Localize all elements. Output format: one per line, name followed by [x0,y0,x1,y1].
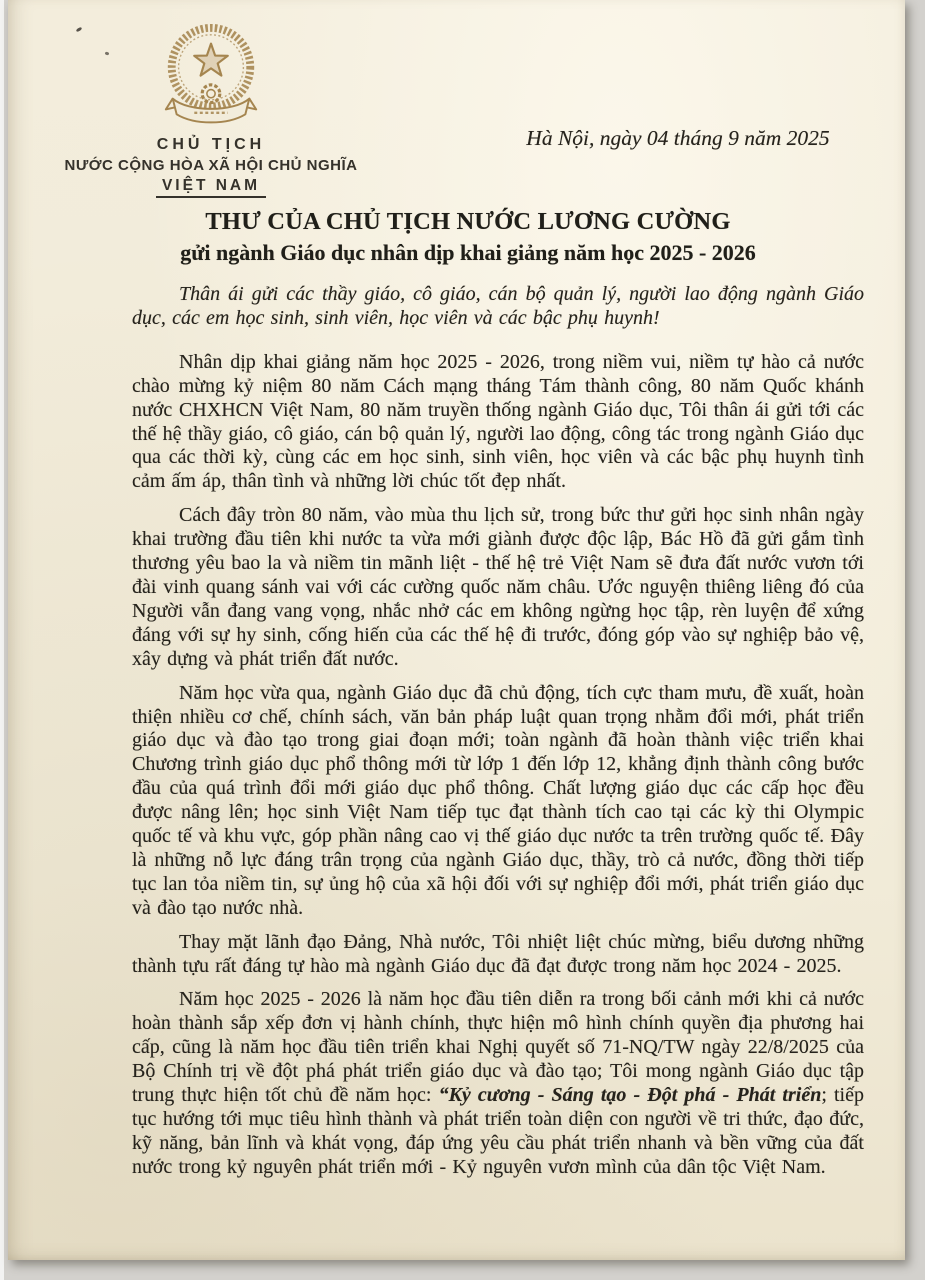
school-year-theme: “Kỷ cương - Sáng tạo - Đột phá - Phát triển [438,1084,822,1107]
letter-page [8,0,905,1260]
paragraph-history: Cách đây tròn 80 năm, vào mùa thu lịch sử, trong bức thư gửi học sinh nhân ngày khai trường đầu tiên khi nước ta vừa mới giành được độc lập, Bác Hồ đã gửi gắm tình thương yêu bao la và niềm tin mãnh liệt - thế hệ trẻ Việt Nam sẽ đưa đất nước vươn tới đài vinh quang sánh vai với các cường quốc năm châu. Ước nguyện thiêng liêng đó của Người vẫn đang vang vọng, nhắc nhở các em không ngừng học tập, rèn luyện để xứng đáng với sự hy sinh, cống hiến của các thế hệ đi trước, đóng góp vào sự nghiệp bảo vệ, xây dựng và phát triển đất nước. [132,504,864,670]
theme-suffix: ; tiếp tục hướng tới mục tiêu hình thành và phát triển toàn diện con người về tri thức, đạo đức, kỹ năng, bản lĩnh và khát vọng, đáp ứng yêu cầu phát triển nhanh và bền vững của đất nước trong kỷ nguyên phát triển mới - Kỷ nguyên vươn mình của dân tộc Việt Nam. [132,1084,864,1178]
letter-subtitle: gửi ngành Giáo dục nhân dịp khai giảng năm học 2025 - 2026 [180,240,756,265]
paragraph-opening: Nhân dịp khai giảng năm học 2025 - 2026, trong niềm vui, niềm tự hào cả nước chào mừng kỷ niệm 80 năm Cách mạng tháng Tám thành công, 80 năm Quốc khánh nước CHXHCN Việt Nam, 80 năm truyền thống ngành Giáo dục, Tôi thân ái gửi tới các thế hệ thầy giáo, cô giáo, cán bộ quản lý, người lao động, công tác trong ngành Giáo dục qua các thời kỳ, cùng các em học sinh, sinh viên, học viên và các bậc phụ huynh tình cảm ấm áp, thân tình và những lời chúc tốt đẹp nhất. [132,350,864,493]
issuer-block [20,20,402,198]
issuer-country-name: VIỆT NAM [156,177,266,198]
issuer-title: CHỦ TỊCH [156,136,266,153]
theme-prefix: Năm học 2025 - 2026 là năm học đầu tiên diễn ra trong bối cảnh mới khi cả nước hoàn thành sắp xếp đơn vị hành chính, thực hiện mô hình chính quyền địa phương hai cấp, cũng là năm học đầu tiên triển khai Nghị quyết số 71-NQ/TW ngày 22/8/2025 của Bộ Chính trị về đột phá phát triển giáo dục và đào tạo; Tôi mong ngành Giáo dục tập trung thực hiện tốt chủ đề năm học: [132,988,864,1107]
paragraph-congratulations: Thay mặt lãnh đạo Đảng, Nhà nước, Tôi nhiệt liệt chúc mừng, biểu dương những thành tựu rất đáng tự hào mà ngành Giáo dục đã đạt được trong năm học 2024 - 2025. [132,930,864,977]
scanner-edge [0,0,4,1280]
issuer-country-line: NƯỚC CỘNG HÒA XÃ HỘI CHỦ NGHĨA [64,157,358,174]
letter-title-block [68,208,868,266]
vietnam-national-emblem-icon [157,20,265,132]
salutation: Thân ái gửi các thầy giáo, cô giáo, cán bộ quản lý, người lao động ngành Giáo dục, các em học sinh, sinh viên, học viên và các bậc phụ huynh! [132,283,864,329]
letter-body [132,283,864,1190]
paragraph-achievements: Năm học vừa qua, ngành Giáo dục đã chủ động, tích cực tham mưu, đề xuất, hoàn thiện nhiều cơ chế, chính sách, văn bản pháp luật quan trọng nhằm đổi mới, phát triển giáo dục và đào tạo trong giai đoạn mới; toàn ngành đã hoàn thành việc triển khai Chương trình giáo dục phổ thông mới từ lớp 1 đến lớp 12, khẳng định thành công bước đầu của quá trình đổi mới giáo dục phổ thông. Chất lượng giáo dục các cấp học đều được nâng lên; học sinh Việt Nam tiếp tục đạt thành tích cao tại các kỳ thi Olympic quốc tế và khu vực, góp phần nâng cao vị thế giáo dục nước ta trên trường quốc tế. Đây là những nỗ lực đáng trân trọng của ngành Giáo dục, thầy, trò cả nước, đồng thời tiếp tục lan tỏa niềm tin, sự ủng hộ của xã hội đối với sự nghiệp đổi mới, phát triển giáo dục và đào tạo nước nhà. [132,681,864,919]
dateline: Hà Nội, ngày 04 tháng 9 năm 2025 [526,126,830,150]
paragraph-new-year-theme [132,988,864,1179]
letter-title: THƯ CỦA CHỦ TỊCH NƯỚC LƯƠNG CƯỜNG [205,208,731,235]
